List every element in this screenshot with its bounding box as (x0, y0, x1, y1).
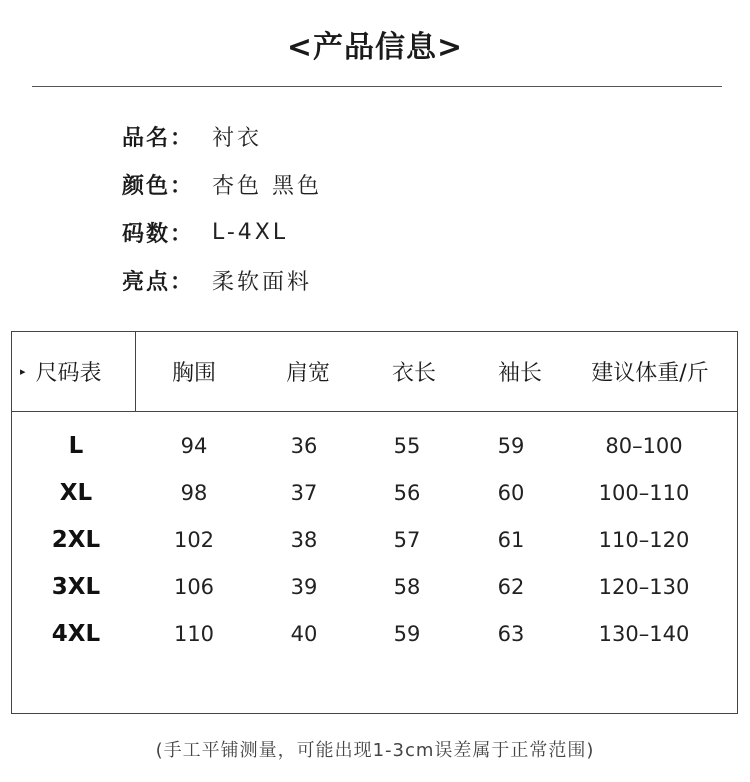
info-label: 颜色： (122, 173, 195, 199)
size-cell: 2XL (51, 526, 101, 553)
info-value: 杏色 黑色 (212, 173, 322, 199)
sleeve-cell: 62 (497, 574, 525, 599)
column-header-length: 衣长 (391, 361, 437, 386)
info-label: 亮点： (122, 269, 195, 295)
weight-cell: 100–110 (598, 480, 690, 505)
column-header-chest: 胸围 (171, 361, 217, 386)
info-row-name (122, 112, 322, 160)
chest-cell: 98 (180, 480, 208, 505)
weight-cell: 130–140 (598, 621, 690, 646)
info-row-sizes (122, 208, 322, 256)
column-header-sleeve: 袖长 (497, 361, 543, 386)
weight-cell: 80–100 (605, 433, 683, 458)
info-value: 衬衣 (212, 125, 263, 151)
length-cell: 56 (393, 480, 421, 505)
length-cell: 57 (393, 527, 421, 552)
chest-cell: 102 (173, 527, 215, 552)
length-cell: 55 (393, 433, 421, 458)
sleeve-cell: 63 (497, 621, 525, 646)
sleeve-cell: 60 (497, 480, 525, 505)
page-title: <产品信息> (286, 30, 464, 65)
chest-cell: 94 (180, 433, 208, 458)
size-cell: L (68, 432, 84, 459)
weight-cell: 120–130 (598, 574, 690, 599)
title-divider (32, 86, 722, 87)
chest-cell: 106 (173, 574, 215, 599)
size-cell: 3XL (51, 573, 101, 600)
shoulder-cell: 37 (290, 480, 318, 505)
product-info (122, 112, 322, 304)
length-cell: 58 (393, 574, 421, 599)
table-header-row (12, 332, 737, 412)
table-row (12, 516, 737, 563)
table-body (12, 422, 737, 657)
info-row-highlight (122, 256, 322, 304)
table-row (12, 469, 737, 516)
sleeve-cell: 61 (497, 527, 525, 552)
shoulder-cell: 40 (290, 621, 318, 646)
info-value: L-4XL (212, 219, 289, 245)
measurement-note: (手工平铺测量，可能出现1-3cm误差属于正常范围) (155, 740, 595, 761)
size-chart-corner-cell (12, 332, 136, 411)
shoulder-cell: 36 (290, 433, 318, 458)
table-row (12, 563, 737, 610)
sleeve-cell: 59 (497, 433, 525, 458)
size-chart-label: 尺码表 (35, 361, 102, 386)
table-row (12, 610, 737, 657)
chest-cell: 110 (173, 621, 215, 646)
column-header-shoulder: 肩宽 (285, 361, 331, 386)
table-row (12, 422, 737, 469)
length-cell: 59 (393, 621, 421, 646)
shoulder-cell: 38 (290, 527, 318, 552)
info-value: 柔软面料 (212, 269, 313, 295)
info-label: 码数： (122, 221, 195, 247)
column-header-weight: 建议体重/斤 (591, 361, 709, 386)
info-row-color (122, 160, 322, 208)
size-cell: XL (59, 479, 93, 506)
info-label: 品名： (122, 125, 195, 151)
weight-cell: 110–120 (598, 527, 690, 552)
shoulder-cell: 39 (290, 574, 318, 599)
size-cell: 4XL (51, 620, 101, 647)
triangle-right-icon: ▸ (20, 365, 26, 378)
size-chart-table (11, 331, 738, 714)
